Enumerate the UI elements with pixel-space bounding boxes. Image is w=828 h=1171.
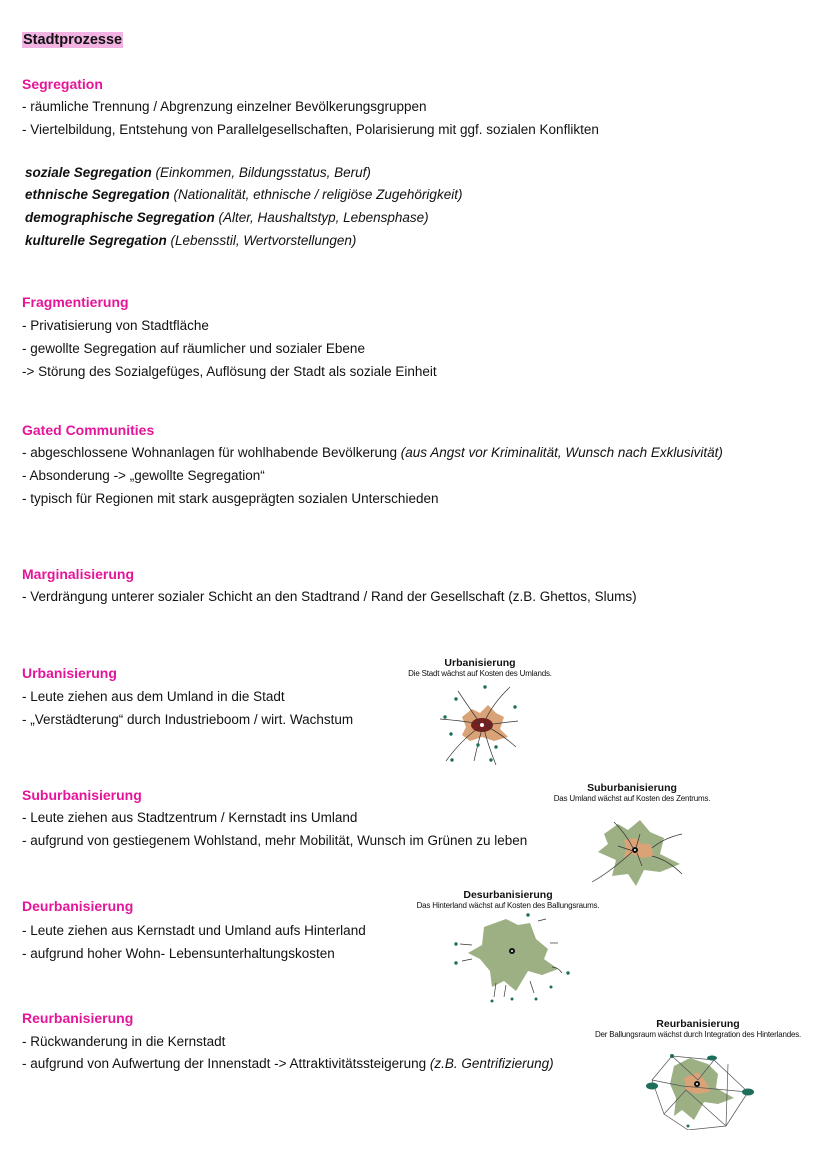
desurbanisierung-diagram [408,889,608,1009]
suburbanisierung-diagram [532,782,732,897]
diagram-title: Suburbanisierung [587,782,677,794]
heading-segregation: Segregation [22,76,103,92]
heading-fragmentierung: Fragmentierung [22,294,129,310]
italic-note: (z.B. Gentrifizierung) [429,1056,554,1071]
detail: (Alter, Haushaltstyp, Lebensphase) [214,210,429,225]
text-line: - räumliche Trennung / Abgrenzung einzelner Bevölkerungsgruppen [22,99,427,114]
italic-note: (aus Angst vor Kriminalität, Wunsch nach Exklusivität) [400,445,723,460]
text-line: - Viertelbildung, Entstehung von Parallelgesellschaften, Polarisierung mit ggf. sozialen Konflikten [22,122,599,137]
diagram-subtitle: Die Stadt wächst auf Kosten des Umlands. [408,669,552,678]
text-line: - Privatisierung von Stadtfläche [22,318,209,333]
term: soziale Segregation [25,165,152,180]
term: kulturelle Segregation [25,233,167,248]
urbanisierung-illustration [380,679,580,769]
text-line: - Verdrängung unterer sozialer Schicht an den Stadtrand / Rand der Gesellschaft (z.B. Ghettos, Slums) [22,589,637,604]
term: ethnische Segregation [25,187,170,202]
diagram-subtitle: Das Umland wächst auf Kosten des Zentrums. [553,794,711,803]
text-line: - Leute ziehen aus dem Umland in die Stadt [22,689,285,704]
text: - abgeschlossene Wohnanlagen für wohlhabende Bevölkerung [22,445,401,460]
text-line: - Leute ziehen aus Stadtzentrum / Kernstadt ins Umland [22,810,358,825]
text-line: -> Störung des Sozialgefüges, Auflösung der Stadt als soziale Einheit [22,364,437,379]
suburbanisierung-illustration [532,804,732,894]
urbanisierung-diagram [380,657,580,772]
text-line: - „Verstädterung“ durch Industrieboom / wirt. Wachstum [22,712,354,727]
text-line: - aufgrund hoher Wohn- Lebensunterhaltungskosten [22,946,335,961]
segregation-type [25,164,371,181]
diagram-subtitle: Der Ballungsraum wächst durch Integration des Hinterlandes. [594,1030,802,1039]
heading-reurbanisierung: Reurbanisierung [22,1010,134,1026]
desurbanisierung-illustration [408,911,608,1006]
text-line: - gewollte Segregation auf räumlicher und sozialer Ebene [22,341,365,356]
heading-deurbanisierung: Deurbanisierung [22,898,134,914]
heading-gated-communities: Gated Communities [22,422,155,438]
segregation-type [25,186,462,203]
reurbanisierung-illustration [578,1040,818,1130]
text-line [22,1055,554,1072]
segregation-type [25,209,429,226]
detail: (Lebensstil, Wertvorstellungen) [166,233,357,248]
detail: (Einkommen, Bildungsstatus, Beruf) [151,165,371,180]
text: - aufgrund von Aufwertung der Innenstadt -> Attraktivitätssteigerung [22,1056,430,1071]
reurbanisierung-diagram [578,1018,818,1133]
diagram-title: Urbanisierung [444,657,516,669]
text-line: - aufgrund von gestiegenem Wohlstand, mehr Mobilität, Wunsch im Grünen zu leben [22,833,528,848]
heading-urbanisierung: Urbanisierung [22,665,117,681]
text-line: - typisch für Regionen mit stark ausgeprägten sozialen Unterschieden [22,491,439,506]
heading-marginalisierung: Marginalisierung [22,566,135,582]
segregation-type [25,232,356,249]
diagram-title: Reurbanisierung [656,1018,740,1030]
page-title: Stadtprozesse [23,32,123,48]
diagram-subtitle: Das Hinterland wächst auf Kosten des Ballungsraums. [416,901,600,910]
heading-suburbanisierung: Suburbanisierung [22,787,142,803]
text-line: - Absonderung -> „gewollte Segregation“ [22,468,265,483]
text-line: - Leute ziehen aus Kernstadt und Umland aufs Hinterland [22,923,366,938]
diagram-title: Desurbanisierung [463,889,553,901]
text-line [22,444,723,461]
term: demographische Segregation [25,210,215,225]
text-line: - Rückwanderung in die Kernstadt [22,1034,226,1049]
detail: (Nationalität, ethnische / religiöse Zugehörigkeit) [169,187,463,202]
